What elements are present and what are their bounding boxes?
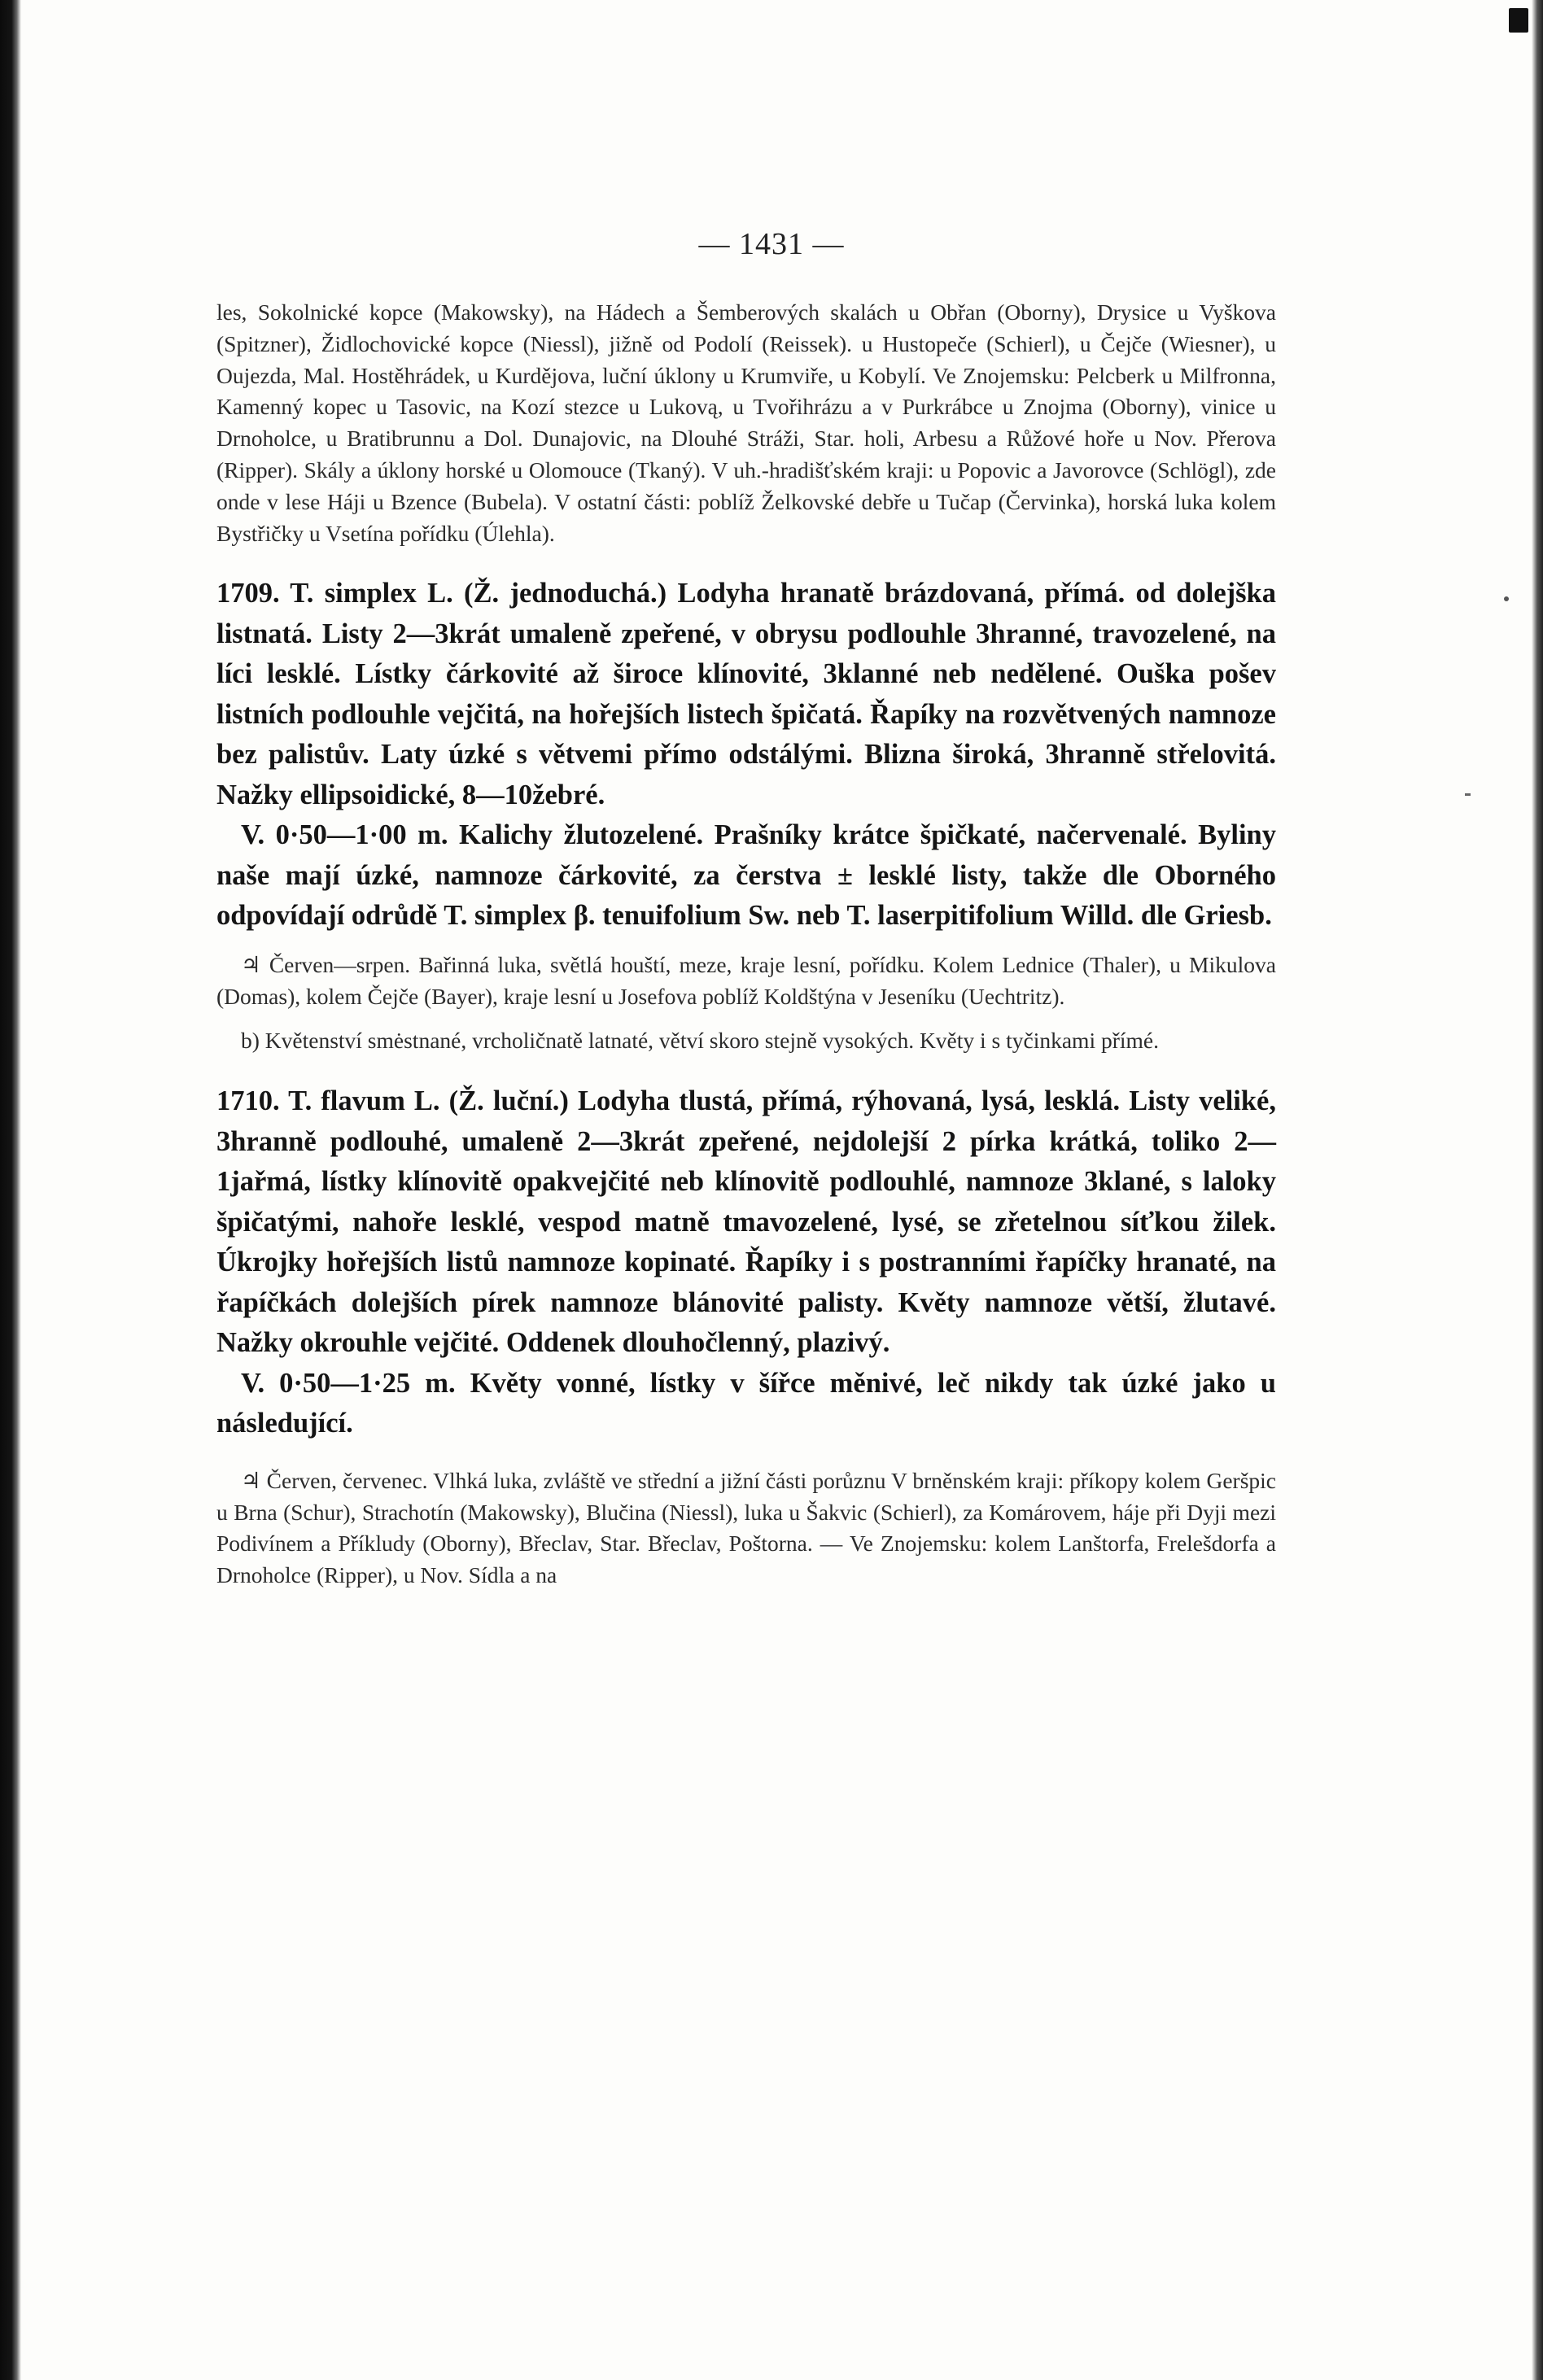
scan-speck xyxy=(1465,793,1471,796)
page-body xyxy=(216,297,1276,1592)
species-1709-description: 1709. T. simplex L. (Ž. jednoduchá.) Lodyha hranatě brázdovaná, přímá. od dolejška listnatá. Listy 2—3krát umaleně zpeřené, v obrysu podlouhle 3hranné, travozelené, na líci lesklé. Lístky čárkovité až široce klínovité, 3klanné neb nedělené. Ouška pošev listních podlouhle vejčitá, na hořejších listech špičatá. Řapíky na rozvětvených namnoze bez palistův. Laty úzké s větvemi přímo odstálými. Blizna široká, 3hranně střelovitá. Nažky ellipsoidické, 8—10žebré. xyxy=(216,578,1276,810)
locality-paragraph: les, Sokolnické kopce (Makowsky), na Hádech a Šemberových skalách u Obřan (Oborny), Drysice u Vyškova (Spitzner), Židlochovické kopce (Niessl), jižně od Podolí (Reissek). u Hustopeče (Schierl), u Čejče (Wiesner), u Oujezda, Mal. Hostěhrádek, u Kurdějova, luční úklony u Krumviře, u Kobylí. Ve Znojemsku: Pelcberk u Milfronna, Kamenný kopec u Tasovic, na Kozí stezce u Lukovą, u Tvořihrázu a v Purkrábce u Znojma (Oborny), vinice u Drnoholce, u Bratibrunnu a Dol. Dunajovic, na Dlouhé Stráži, Star. holi, Arbesu a Růžové hoře u Nov. Přerova (Ripper). Skály a úklony horské u Olomouce (Tkaný). V uh.-hradišťském kraji: u Popovic a Javorovce (Schlögl), zde onde v lese Háji u Bzence (Bubela). V ostatní části: poblíž Želkovské debře u Tučap (Červinka), horská luka kolem Bystřičky u Vsetína pořídku (Úlehla). xyxy=(216,299,1276,546)
species-1709-notes: V. 0·50—1·00 m. Kalichy žlutozelené. Prašníky krátce špičkaté, načervenalé. Byliny naše mají úzké, namnoze čárkovité, za čerstva ± lesklé listy, takže dle Oborného odpovídají odrůdě T. simplex β. tenuifolium Sw. neb T. laserpitifolium Willd. dle Griesb. xyxy=(216,819,1276,932)
page-number: — 1431 — xyxy=(698,227,845,261)
scan-right-border xyxy=(1532,0,1543,2380)
species-1710-description: 1710. T. flavum L. (Ž. luční.) Lodyha tlustá, přímá, rýhovaná, lysá, lesklá. Listy veliké, 3hranně podlouhé, umaleně 2—3krát zpeřené, nejdolejší 2 pírka krátká, toliko 2—1jařmá, lístky klínovitě opakvejčité neb klínovitě podlouhlé, namnoze 3klané, s laloky špičatými, nahoře lesklé, vespod matně tmavozelené, lysé, se zřetelnou síťkou žilek. Úkrojky hořejších listů namnoze kopinaté. Řapíky i s postranními řapíčky hranaté, na řapíčkách dolejších pírek namnoze blánovité palisty. Květy namnoze větší, žlutavé. Nažky okrouhle vejčité. Oddenek dlouhočlenný, plazivý. xyxy=(216,1085,1276,1359)
scan-corner-mark xyxy=(1509,8,1528,33)
species-1710-notes: V. 0·50—1·25 m. Květy vonné, lístky v šířce měnivé, leč nikdy tak úzké jako u následující. xyxy=(216,1367,1276,1439)
species-1709-localities: ♃ Červen—srpen. Bařinná luka, světlá houští, meze, kraje lesní, pořídku. Kolem Lednice (Thaler), u Mikulova (Domas), kolem Čejče (Bayer), kraje lesní u Josefova poblíž Koldštýna v Jeseníku (Uechtritz). xyxy=(216,951,1276,1009)
scan-speck xyxy=(1504,596,1509,601)
species-1710-localities: ♃ Červen, červenec. Vlhká luka, zvláště ve střední a jižní části porůznu V brněnském kraji: příkopy kolem Geršpic u Brna (Schur), Strachotín (Makowsky), Blučina (Niessl), luka u Šakvic (Schierl), za Komárovem, háje při Dyji mezi Podivínem a Příkludy (Oborny), Břeclav, Star. Břeclav, Poštorna. — Ve Znojemsku: kolem Lanštorfa, Frelešdorfa a Drnoholce (Ripper), u Nov. Sídla a na xyxy=(216,1467,1276,1588)
scan-left-border xyxy=(0,0,21,2380)
subgroup-b-description: b) Květenství smėstnané, vrcholičnatě latnaté, větví skoro stejně vysokých. Květy i s tyčinkami přímé. xyxy=(241,1028,1159,1054)
